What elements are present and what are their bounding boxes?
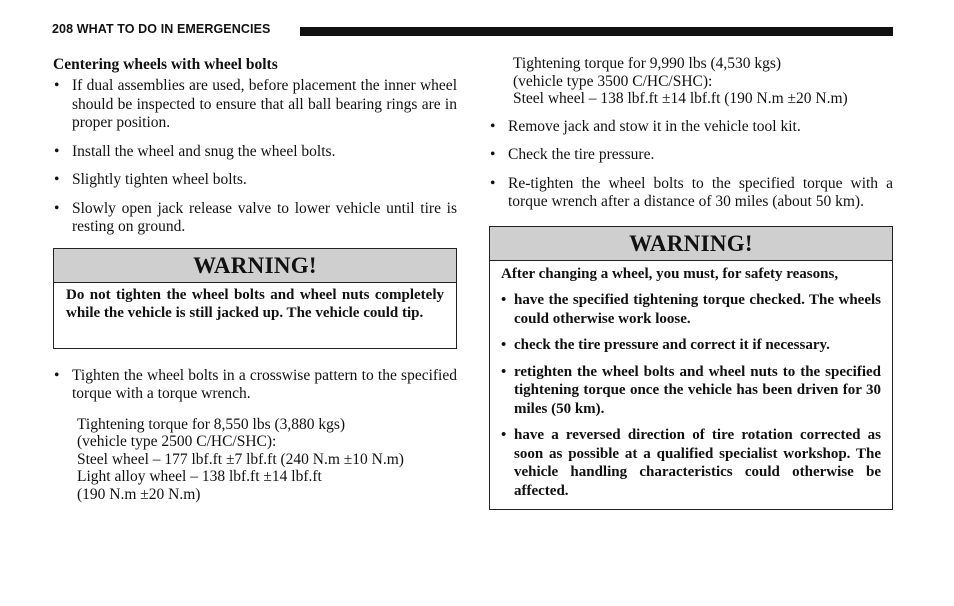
page-header (52, 21, 893, 39)
spec-line: (190 N.m ±20 N.m) (77, 485, 201, 503)
list-item: • Re-tighten the wheel bolts to the specified torque with a torque wrench after a distance of 30 miles (about 50 km). (489, 175, 893, 212)
list-item: • Remove jack and stow it in the vehicle tool kit. (489, 118, 893, 137)
warning-text: Do not tighten the wheel bolts and wheel nuts completely while the vehicle is still jacked up. The vehicle could tip. (66, 286, 444, 321)
section-heading: Centering wheels with wheel bolts (53, 56, 278, 73)
list-item: • Slightly tighten wheel bolts. (53, 171, 457, 190)
list-item: • Check the tire pressure. (489, 146, 893, 165)
spec-line: Tightening torque for 8,550 lbs (3,880 kgs) (77, 415, 346, 433)
right-column (489, 55, 893, 510)
left-column (53, 55, 457, 503)
warning-list-item: • check the tire pressure and correct it if necessary. (501, 336, 881, 355)
header-text (52, 22, 278, 36)
warning-body (490, 261, 892, 501)
spec-line: Light alloy wheel – 138 lbf.ft ±14 lbf.ft (77, 468, 322, 485)
spec-line: Tightening torque for 9,990 lbs (4,530 kgs) (513, 55, 782, 72)
warning-list-item: • have the specified tightening torque checked. The wheels could otherwise work loose. (501, 291, 881, 328)
warning-box-after-change (489, 226, 893, 510)
list-item: • Tighten the wheel bolts in a crosswise pattern to the specified torque with a torque wrench. (53, 367, 457, 404)
list-item: • If dual assemblies are used, before placement the inner wheel should be inspected to ensure that all ball bearing rings are in proper position. (53, 77, 457, 133)
warning-list-item: • retighten the wheel bolts and wheel nuts to the specified tightening torque once the vehicle has been driven for 30 miles (50 km). (501, 363, 881, 419)
torque-spec-2500 (53, 416, 457, 504)
spec-line: Steel wheel – 177 lbf.ft ±7 lbf.ft (240 N.m ±10 N.m) (77, 450, 404, 468)
list-item: • Install the wheel and snug the wheel bolts. (53, 143, 457, 162)
warning-title: WARNING! (54, 249, 456, 283)
warning-intro: After changing a wheel, you must, for safety reasons, (501, 265, 839, 282)
spec-line: (vehicle type 3500 C/HC/SHC): (513, 72, 713, 90)
warning-title: WARNING! (490, 227, 892, 261)
warning-box-tip (53, 248, 457, 349)
list-item: • Slowly open jack release valve to lower vehicle until tire is resting on ground. (53, 200, 457, 237)
spec-line: Steel wheel – 138 lbf.ft ±14 lbf.ft (190 N.m ±20 N.m) (513, 90, 848, 107)
torque-spec-3500 (489, 55, 893, 108)
warning-list-item: • have a reversed direction of tire rotation corrected as soon as possible at a qualified specialist workshop. The vehicle handling characteristics could otherwise be affected. (501, 426, 881, 500)
page-number: 208 (52, 22, 74, 36)
header-rule (300, 27, 893, 36)
section-title: WHAT TO DO IN EMERGENCIES (76, 22, 271, 36)
spec-line: (vehicle type 2500 C/HC/SHC): (77, 433, 277, 450)
